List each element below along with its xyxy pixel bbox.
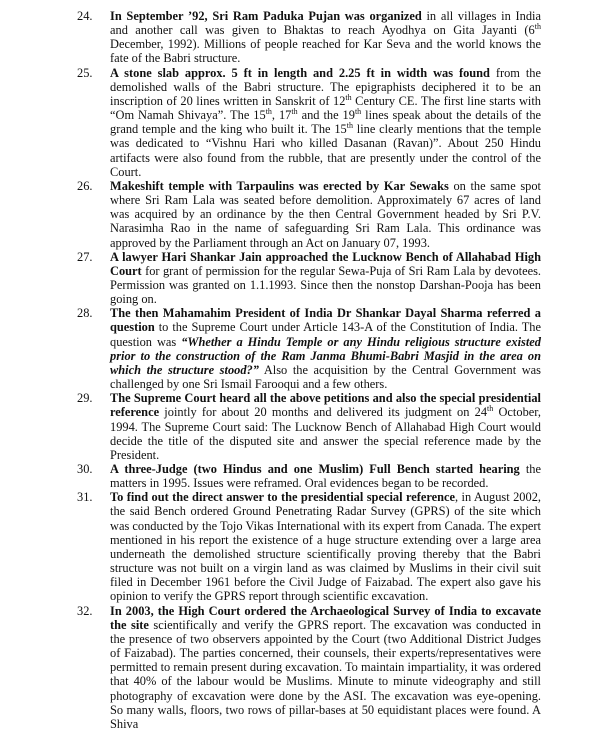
item-number: 29. — [77, 391, 93, 406]
list-item-30 — [77, 462, 541, 490]
item-number: 31. — [77, 490, 93, 505]
item-heading: A three-Judge (two Hindus and one Muslim) Full Bench started hearing — [110, 462, 520, 476]
item-text: lines speak about the details of the grand temple and the king who built it. The 15 — [110, 108, 542, 137]
item-text: from the demolished walls of the Babri structure. The epigraphists deciphered it to be an inscription of 20 lines written in Sanskrit of 12 — [110, 65, 541, 108]
item-text: Century CE. The first line starts with “Om Namah Shivaya”. The 15 — [110, 93, 541, 123]
item-number: 27. — [77, 249, 93, 264]
document-page — [77, 9, 541, 731]
list-item-29 — [77, 391, 541, 462]
list-item-27 — [77, 250, 541, 307]
item-text: December, 1992). Millions of people reached for Kar Seva and the world knows the fate of the Babri structure. — [110, 37, 541, 66]
item-text: jointly for about 20 months and delivered its judgment on 24 — [159, 405, 488, 420]
item-number: 25. — [77, 65, 93, 80]
list-item-28 — [77, 306, 541, 391]
ordinal-suffix: th — [354, 107, 362, 117]
ordinal-suffix: th — [346, 121, 353, 131]
item-text: scientifically and verify the GPRS report. The excavation was conducted in the presence of two observers appointed by the Court (two Additional District Judges of Faizabad). The parties concerned, their counsels, their experts/representatives were permitted to remain present during excavation. To maintain impartiality, it was ordered that 40% of the labour would be Muslims. Minute to minute videography and still photography of excavation were done by the ASI. The excavation was eye-opening. So many walls, floors, two rows of pillar-bases at 50 equidistant places were found. A Shiva — [110, 617, 541, 731]
item-text: Also the acquisition by the Central Government was challenged by one Sri Ismail Farooqui and a few others. — [110, 362, 541, 392]
list-item-26 — [77, 179, 541, 250]
list-item-24 — [77, 9, 541, 66]
list-item-32 — [77, 604, 541, 731]
item-number: 32. — [77, 603, 93, 618]
item-text: , in August 2002, the said Bench ordered Ground Penetrating Radar Survey (GPRS) of the site which was conducted by the Tojo Vikas International with its expert from Canada. The expert mentioned in his report the existence of a huge structure extending over a large area underneath the demolished structure scientifically proving thereby that the Babri structure was not built on a virgin land as was claimed by Muslims in their civil suit filed in December 1961 before the Civil Judge of Faizabad. The expert also gave his opinion to verify the GPRS report through scientific excavation. — [110, 490, 541, 604]
item-heading: Makeshift temple with Tarpaulins was erected by Kar Sewaks — [110, 178, 449, 193]
item-text: line clearly mentions that the temple was dedicated to “Vishnu Hari who killed Dasanan (Ravan)”. About 250 Hindu artifacts were also found from the rubble, that are presently under the control of the Court. — [110, 122, 541, 179]
ordinal-suffix: th — [487, 404, 494, 414]
item-heading: The then Mahamahim President of India Dr Shankar Dayal Sharma referred a question — [110, 306, 541, 335]
item-text: the matters in 1995. Issues were reframed. Oral evidences began to be recorded. — [110, 462, 541, 491]
ordinal-suffix: th — [291, 107, 298, 117]
item-number: 30. — [77, 462, 93, 476]
item-heading: The Supreme Court heard all the above petitions and also the special presidential reference — [110, 391, 541, 420]
quoted-question: “Whether a Hindu Temple or any Hindu religious structure existed prior to the construction of the Ram Janma Bhumi-Babri Masjid in the area on which the structure stood?” — [110, 334, 541, 377]
item-heading: A lawyer Hari Shankar Jain approached the Lucknow Bench of Allahabad High Court — [110, 249, 541, 278]
item-number: 28. — [77, 306, 93, 321]
item-text: , 17 — [271, 108, 292, 123]
item-heading: In September ’92, Sri Ram Paduka Pujan was organized — [110, 9, 422, 23]
numbered-list — [77, 9, 541, 731]
item-heading: A stone slab approx. 5 ft in length and 2.25 ft in width was found — [110, 65, 490, 80]
item-text: in all villages in India and another call was given to Bhaktas to reach Ayodhya on Gita Jayanti (6 — [110, 9, 541, 38]
list-item-25 — [77, 66, 541, 179]
item-heading: To find out the direct answer to the presidential special reference — [110, 490, 456, 505]
ordinal-suffix: th — [534, 22, 541, 32]
item-text: and the 19 — [297, 108, 355, 123]
item-number: 26. — [77, 178, 93, 193]
ordinal-suffix: th — [345, 92, 352, 102]
item-text: to the Supreme Court under Article 143-A of the Constitution of India. The question was — [110, 320, 541, 349]
item-text: October, 1994. The Supreme Court said: The Lucknow Bench of Allahabad High Court would decide the title of the disputed site and answer the special reference made by the President. — [110, 405, 541, 462]
item-text: on the same spot where Sri Ram Lala was seated before demolition. Approximately 67 acres of land was acquired by an ordinance by the then Central Government headed by Sri P.V. Narasimha Rao in the name of safeguarding Sri Ram Lala. This ordinance was approved by the Parliament through an Act on January 07, 1993. — [110, 178, 541, 250]
item-number: 24. — [77, 9, 93, 23]
list-item-31 — [77, 490, 541, 603]
ordinal-suffix: th — [265, 107, 272, 117]
item-heading: In 2003, the High Court ordered the Archaeological Survey of India to excavate the site — [110, 603, 541, 632]
item-text: for grant of permission for the regular Sewa-Puja of Sri Ram Lala by devotees. Permission was granted on 1.1.1993. Since then the nonstop Darshan-Pooja has been going on. — [110, 263, 541, 307]
